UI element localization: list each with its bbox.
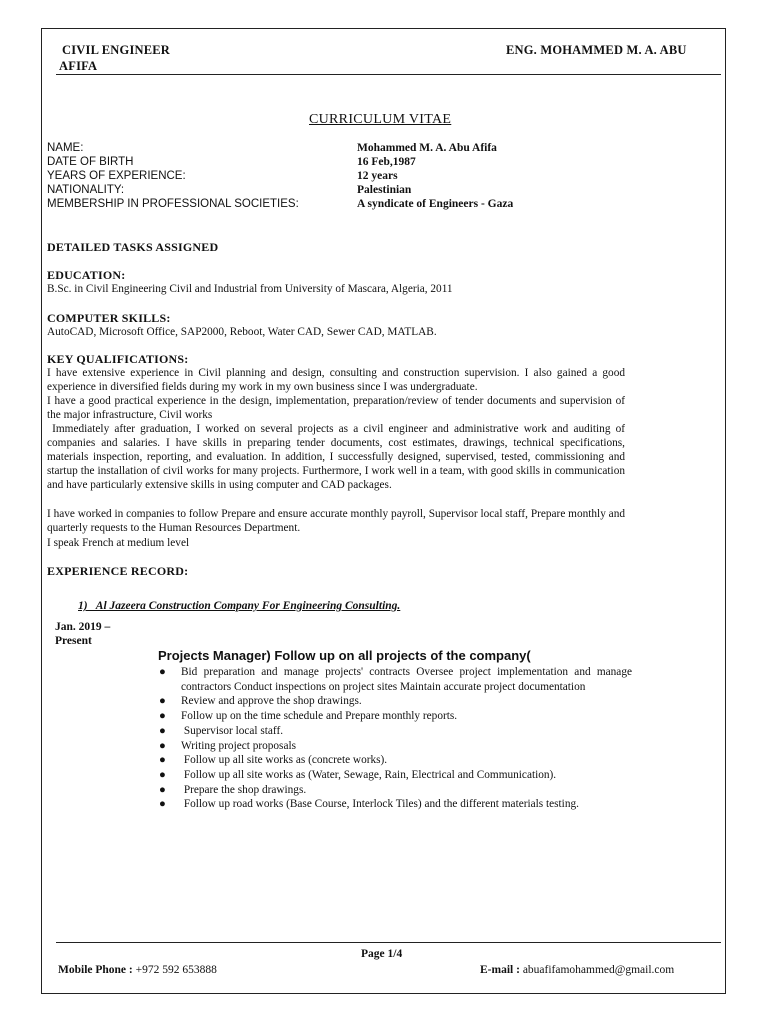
list-item: ● Follow up on the time schedule and Prepare monthly reports. (159, 710, 458, 723)
list-item: ● Bid preparation and manage projects' contracts Oversee project implementation and manage contractors Conduct inspections on project sites Maintain accurate project documentation (159, 666, 632, 693)
dob-label: DATE OF BIRTH (47, 156, 134, 168)
email-label: E-mail : (480, 964, 523, 976)
bullet-icon: ● (159, 710, 166, 723)
education-text: B.Sc. in Civil Engineering Civil and Industrial from University of Mascara, Algeria, 2011 (47, 283, 453, 295)
mobile-phone-label: Mobile Phone : (58, 964, 136, 976)
experience-years-value: 12 years (357, 170, 398, 182)
mobile-phone-value: +972 592 653888 (135, 964, 217, 976)
experience-years-label: YEARS OF EXPERIENCE: (47, 170, 186, 182)
key-qualifications-paragraph-4: I have worked in companies to follow Prepare and ensure accurate monthly payroll, Supervisor local staff, Prepare monthly and quarterly requests to the Human Resources Department. (47, 508, 625, 535)
header-name-continued: AFIFA (59, 59, 98, 73)
list-item: ● Follow up road works (Base Course, Interlock Tiles) and the different materials testing. (159, 798, 579, 811)
list-item: ● Supervisor local staff. (159, 724, 284, 737)
employment-start-date: Jan. 2019 – (55, 621, 111, 633)
computer-skills-text: AutoCAD, Microsoft Office, SAP2000, Reboot, Water CAD, Sewer CAD, MATLAB. (47, 326, 437, 338)
bullet-icon: ● (159, 783, 166, 796)
name-value: Mohammed M. A. Abu Afifa (357, 142, 497, 154)
mobile-phone (58, 964, 217, 976)
key-qualifications-paragraph-1: I have extensive experience in Civil planning and design, consulting and construction supervision. I also gained a good experience in diversified fields during my work in my own business since I was undergraduate. (47, 367, 625, 394)
page-number: Page 1/4 (361, 948, 403, 960)
footer-divider (56, 942, 721, 943)
header-name: ENG. MOHAMMED M. A. ABU (506, 43, 687, 57)
employment-end-date: Present (55, 635, 92, 647)
list-item: ● Prepare the shop drawings. (159, 783, 307, 796)
company-name: 1) Al Jazeera Construction Company For Engineering Consulting. (78, 600, 401, 612)
experience-record-heading: EXPERIENCE RECORD: (47, 564, 189, 578)
email-value: abuafifamohammed@gmail.com (522, 964, 675, 976)
key-qualifications-paragraph-2: I have a good practical experience in the design, implementation, preparation/review of tender documents and supervision of the major infrastructure, Civil works (47, 395, 625, 422)
membership-value: A syndicate of Engineers - Gaza (357, 198, 514, 210)
education-heading: EDUCATION: (47, 268, 126, 282)
computer-skills-heading: COMPUTER SKILLS: (47, 311, 171, 325)
nationality-value: Palestinian (357, 184, 412, 196)
key-qualifications-paragraph-3: Immediately after graduation, I worked on several projects as a civil engineer and administrative work and auditing of companies and salaries. I have skills in preparing tender documents, cost estimates, drawings, technical specifications, materials inspection, reporting, and evaluation. In addition, I successfully designed, supervised, tested, commissioning and startup the installation of civil works for many projects. Furthermore, I work well in a team, with good skills in communication and have particularly extensive skills in using computer and CAD packages. (47, 423, 628, 492)
task-list (157, 665, 632, 812)
list-item: ● Review and approve the shop drawings. (159, 695, 362, 708)
bullet-icon: ● (159, 739, 166, 752)
bullet-icon: ● (159, 724, 166, 737)
membership-label: MEMBERSHIP IN PROFESSIONAL SOCIETIES: (47, 198, 299, 210)
list-item: ● Writing project proposals (159, 739, 296, 752)
job-role: Projects Manager) Follow up on all projects of the company( (158, 648, 531, 663)
email (480, 964, 674, 976)
dob-value: 16 Feb,1987 (357, 156, 416, 168)
key-qualifications-paragraph-5: I speak French at medium level (47, 537, 190, 549)
nationality-label: NATIONALITY: (47, 184, 125, 196)
key-qualifications-heading: KEY QUALIFICATIONS: (47, 352, 189, 366)
detailed-tasks-heading: DETAILED TASKS ASSIGNED (47, 240, 219, 254)
bullet-icon: ● (159, 666, 166, 678)
bullet-icon: ● (159, 695, 166, 708)
header-divider (56, 74, 721, 75)
document-title: CURRICULUM VITAE (309, 112, 452, 127)
header-job-title: CIVIL ENGINEER (62, 43, 171, 57)
list-item: ● Follow up all site works as (Water, Sewage, Rain, Electrical and Communication). (159, 768, 557, 781)
bullet-icon: ● (159, 754, 166, 767)
list-item: ● Follow up all site works as (concrete works). (159, 754, 388, 767)
bullet-icon: ● (159, 798, 166, 811)
name-label: NAME: (47, 142, 84, 154)
bullet-icon: ● (159, 768, 166, 781)
